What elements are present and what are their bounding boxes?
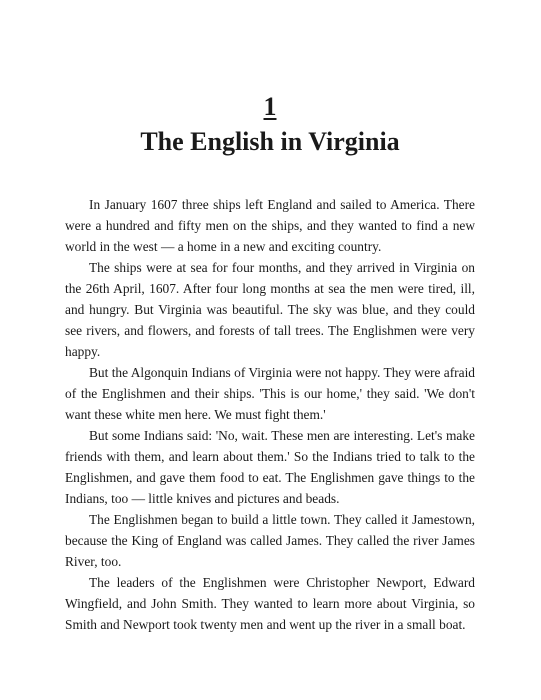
paragraph-4: But some Indians said: 'No, wait. These men are interesting. Let's make friends with them, and learn about them.' So the Indians tried to talk to the Englishmen, and gave them food to eat. The Englishmen gave things to the Indians, too — little knives and pictures and beads.	[65, 428, 475, 506]
chapter-title: The English in Virginia	[140, 127, 400, 156]
paragraph-5: The Englishmen began to build a little town. They called it Jamestown, because the King of England was called James. They called the river James River, too.	[65, 512, 475, 569]
chapter-body	[65, 194, 475, 635]
paragraph-3: But the Algonquin Indians of Virginia were not happy. They were afraid of the Englishmen and their ships. 'This is our home,' they said. 'We don't want these white men here. We must fight them.'	[65, 365, 475, 422]
paragraph-1: In January 1607 three ships left England and sailed to America. There were a hundred and fifty men on the ships, and they wanted to find a new world in the west — a home in a new and exciting country.	[65, 197, 475, 254]
paragraph-6: The leaders of the Englishmen were Christopher Newport, Edward Wingfield, and John Smith. They wanted to learn more about Virginia, so Smith and Newport took twenty men and went up the river in a small boat.	[65, 575, 475, 632]
chapter-number: 1	[263, 92, 277, 121]
paragraph-2: The ships were at sea for four months, and they arrived in Virginia on the 26th April, 1607. After four long months at sea the men were tired, ill, and hungry. But Virginia was beautiful. The sky was blue, and they could see rivers, and flowers, and forests of tall trees. The Englishmen were very happy.	[65, 260, 475, 359]
